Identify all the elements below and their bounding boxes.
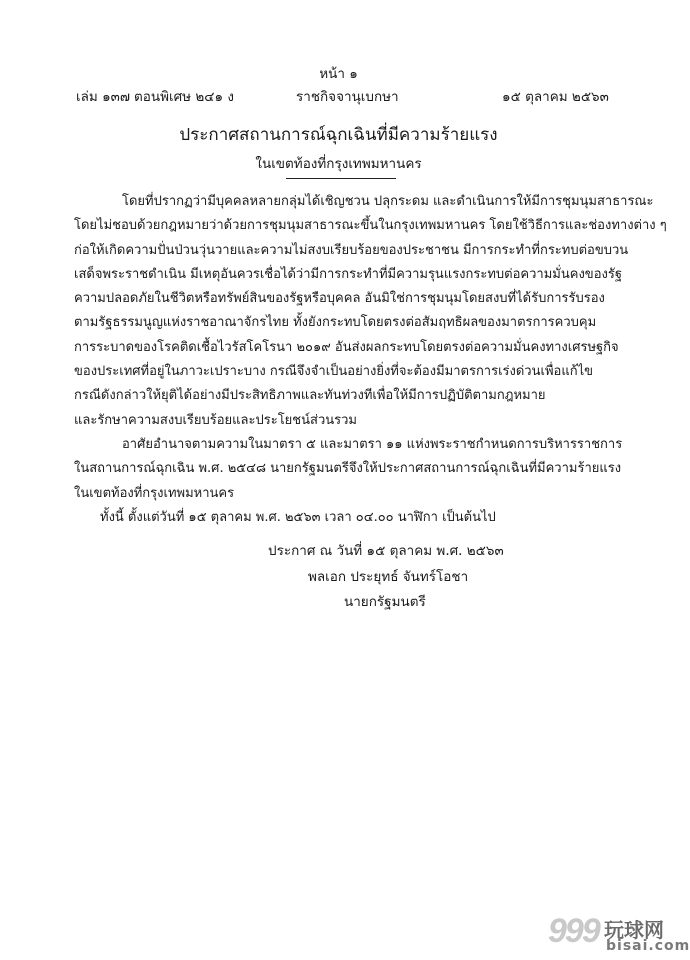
paragraph-line: และรักษาความสงบเรียบร้อยและประโยชน์ส่วนรวม	[74, 412, 357, 428]
paragraph-line: กรณีดังกล่าวให้ยุติได้อย่างมีประสิทธิภาพและทันท่วงทีเพื่อให้มีการปฏิบัติตามกฎหมาย	[74, 388, 546, 404]
document-subtitle: ในเขตท้องที่กรุงเทพมหานคร	[255, 156, 422, 172]
signatory-name: พลเอก ประยุทธ์ จันทร์โอชา	[308, 569, 469, 585]
paragraph-line: ก่อให้เกิดความปั่นป่วนวุ่นวายและความไม่สงบเรียบร้อยของประชาชน มีการกระทำที่กระทบต่อขบวน	[74, 242, 629, 258]
paragraph-line: โดยที่ปรากฏว่ามีบุคคลหลายกลุ่มได้เชิญชวน ปลุกระดม และดำเนินการให้มีการชุมนุมสาธารณะ	[122, 194, 654, 209]
page-number: หน้า ๑	[319, 66, 358, 82]
gazette-volume: เล่ม ๑๓๗	[76, 89, 131, 105]
signatory-position: นายกรัฐมนตรี	[344, 594, 426, 610]
watermark-domain: bisai.com	[606, 938, 690, 954]
site-watermark	[548, 912, 690, 956]
watermark-chinese-text: 玩球网	[604, 918, 664, 942]
paragraph-line: ของประเทศที่อยู่ในภาวะเปราะบาง กรณีจึงจำเป็นอย่างยิ่งที่จะต้องมีมาตรการเร่งด่วนเพื่อแก้ไข	[74, 364, 593, 380]
paragraph-line: ความปลอดภัยในชีวิตหรือทรัพย์สินของรัฐหรือบุคคล อันมิใช่การชุมนุมโดยสงบที่ได้รับการรับรอง	[74, 291, 605, 307]
document-title: ประกาศสถานการณ์ฉุกเฉินที่มีความร้ายแรง	[179, 125, 498, 145]
gazette-date: ๑๕ ตุลาคม ๒๕๖๓	[502, 89, 609, 105]
paragraph-line: ในเขตท้องที่กรุงเทพมหานคร	[74, 485, 235, 501]
title-divider	[286, 178, 396, 179]
paragraph-line: โดยไม่ชอบด้วยกฎหมายว่าด้วยการชุมนุมสาธารณะขึ้นในกรุงเทพมหานคร โดยใช้วิธีการและช่องทางต่าง ๆ	[74, 218, 667, 234]
paragraph-line: การระบาดของโรคติดเชื้อไวรัสโคโรนา ๒๐๑๙ อันส่งผลกระทบโดยตรงต่อความมั่นคงทางเศรษฐกิจ	[74, 339, 619, 355]
paragraph-line: เสด็จพระราชดำเนิน มีเหตุอันควรเชื่อได้ว่ามีการกระทำที่มีความรุนแรงกระทบต่อความมั่นคงของรัฐ	[74, 266, 622, 282]
watermark-number: 999	[548, 912, 599, 950]
paragraph-effective-date	[74, 506, 609, 530]
paragraph-authority	[74, 433, 623, 506]
paragraph-preamble	[74, 190, 667, 433]
gazette-section: ตอนพิเศษ ๒๔๑ ง	[134, 89, 234, 105]
signature-date: ประกาศ ณ วันที่ ๑๕ ตุลาคม พ.ศ. ๒๕๖๓	[268, 543, 504, 559]
paragraph-line: อาศัยอำนาจตามความในมาตรา ๕ และมาตรา ๑๑ แห่งพระราชกำหนดการบริหารราชการ	[122, 437, 623, 452]
gazette-name: ราชกิจจานุเบกษา	[296, 89, 399, 105]
paragraph-line: ทั้งนี้ ตั้งแต่วันที่ ๑๕ ตุลาคม พ.ศ. ๒๕๖๓ เวลา ๐๔.๐๐ นาฬิกา เป็นต้นไป	[100, 510, 496, 525]
paragraph-line: ตามรัฐธรรมนูญแห่งราชอาณาจักรไทย ทั้งยังกระทบโดยตรงต่อสัมฤทธิผลของมาตรการควบคุม	[74, 315, 597, 331]
paragraph-line: ในสถานการณ์ฉุกเฉิน พ.ศ. ๒๕๔๘ นายกรัฐมนตรีจึงให้ประกาศสถานการณ์ฉุกเฉินที่มีความร้ายแรง	[74, 461, 622, 477]
